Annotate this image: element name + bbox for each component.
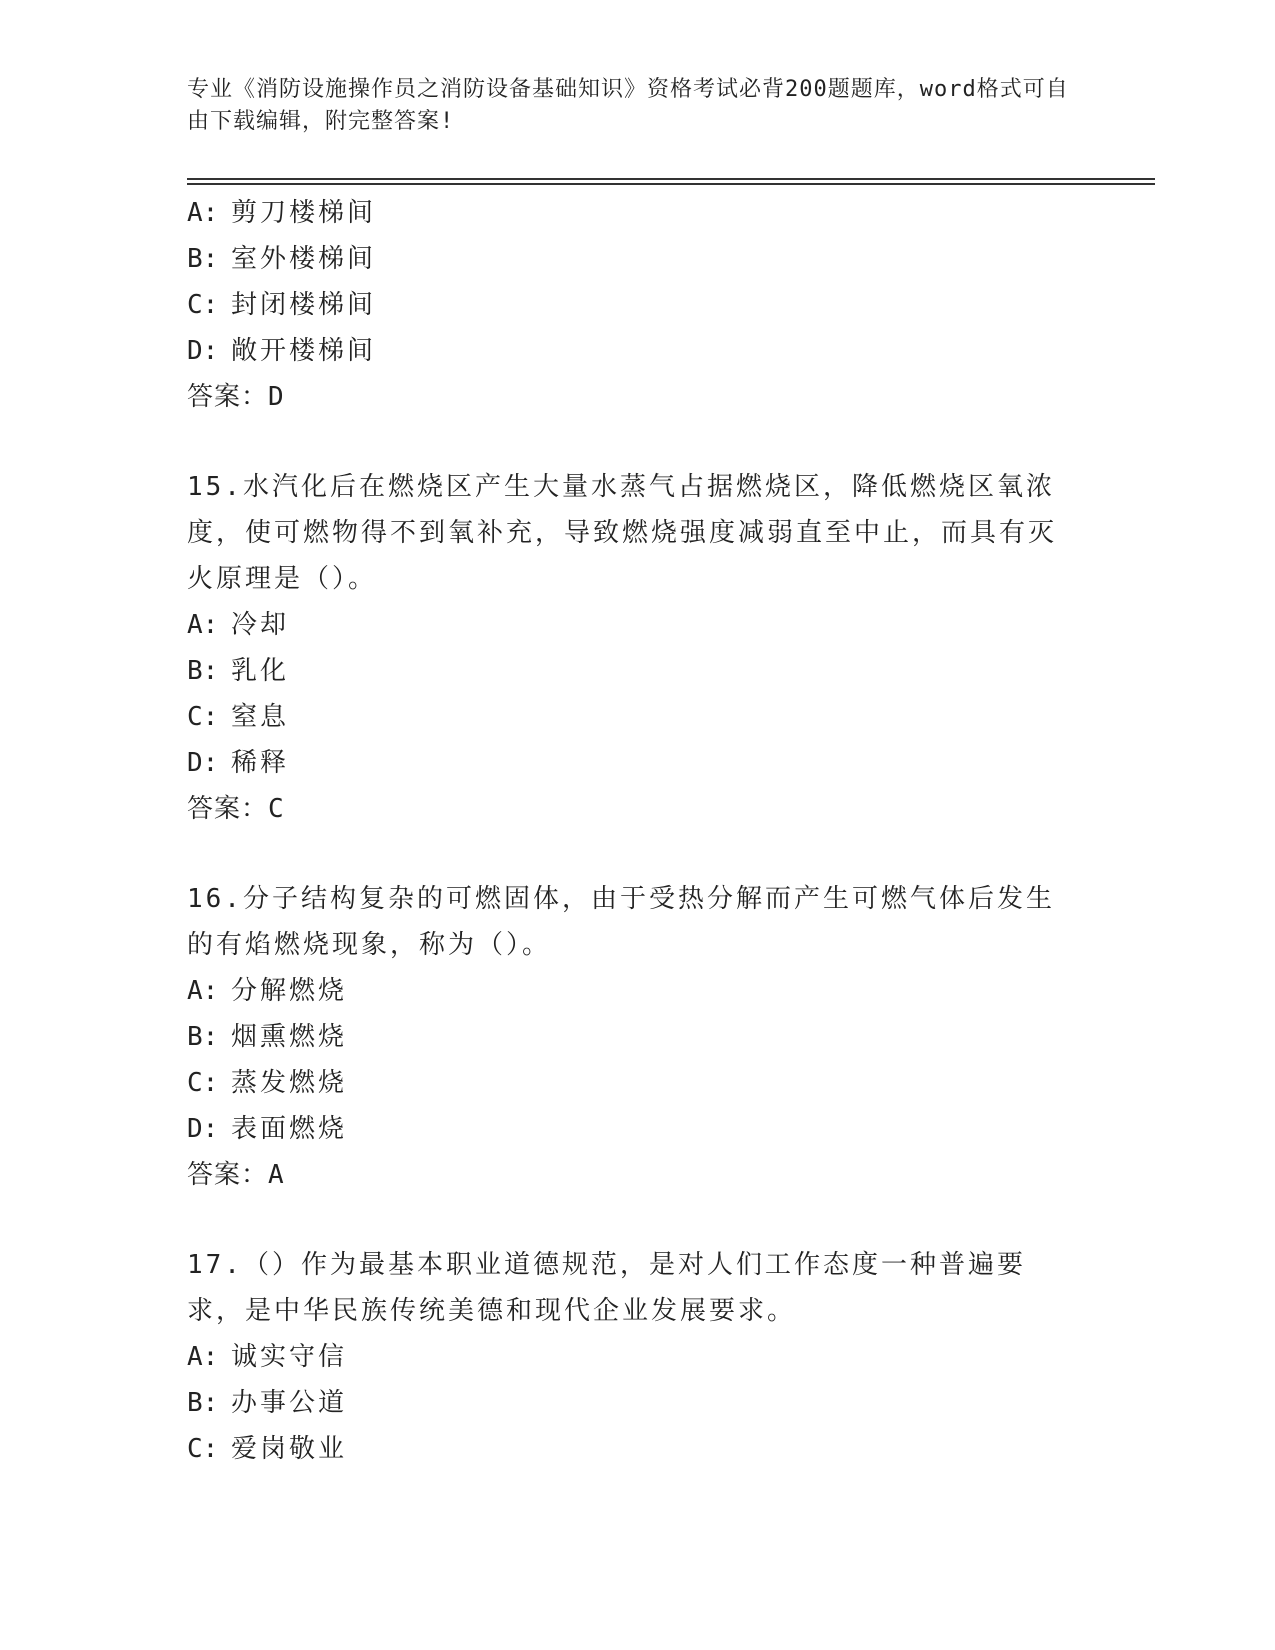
answer-line: 答案：A	[187, 1160, 285, 1190]
question-text: 15.水汽化后在燃烧区产生大量水蒸气占据燃烧区，降低燃烧区氧浓度，使可燃物得不到氧补充，导致燃烧强度减弱直至中止，而具有灭火原理是（）。	[187, 472, 1058, 594]
option-a: A: 剪刀楼梯间	[187, 198, 377, 228]
document-header: 专业《消防设施操作员之消防设备基础知识》资格考试必背200题题库，word格式可自由下载编辑，附完整答案!	[187, 77, 1069, 134]
question-block-16	[187, 876, 1087, 1198]
option-d: D: 敞开楼梯间	[187, 336, 377, 366]
option-b: B: 烟熏燃烧	[187, 1022, 348, 1052]
question-text: 17.（）作为最基本职业道德规范，是对人们工作态度一种普遍要求，是中华民族传统美德和现代企业发展要求。	[187, 1250, 1026, 1326]
header-divider-second	[187, 183, 1155, 185]
option-b: B: 办事公道	[187, 1388, 348, 1418]
question-block-14	[187, 190, 1087, 420]
question-text: 16.分子结构复杂的可燃固体，由于受热分解而产生可燃气体后发生的有焰燃烧现象，称为（）。	[187, 884, 1055, 960]
option-d: D: 稀释	[187, 748, 290, 778]
answer-line: 答案：C	[187, 794, 285, 824]
option-d: D: 表面燃烧	[187, 1114, 348, 1144]
option-b: B: 乳化	[187, 656, 290, 686]
header-divider	[187, 178, 1155, 180]
option-c: C: 蒸发燃烧	[187, 1068, 348, 1098]
question-block-17	[187, 1242, 1087, 1472]
option-b: B: 室外楼梯间	[187, 244, 377, 274]
question-list	[187, 190, 1087, 1472]
option-a: A: 分解燃烧	[187, 976, 348, 1006]
option-a: A: 诚实守信	[187, 1342, 348, 1372]
answer-line: 答案：D	[187, 382, 285, 412]
question-block-15	[187, 464, 1087, 832]
option-a: A: 冷却	[187, 610, 290, 640]
option-c: C: 爱岗敬业	[187, 1434, 348, 1464]
option-c: C: 窒息	[187, 702, 290, 732]
option-c: C: 封闭楼梯间	[187, 290, 377, 320]
